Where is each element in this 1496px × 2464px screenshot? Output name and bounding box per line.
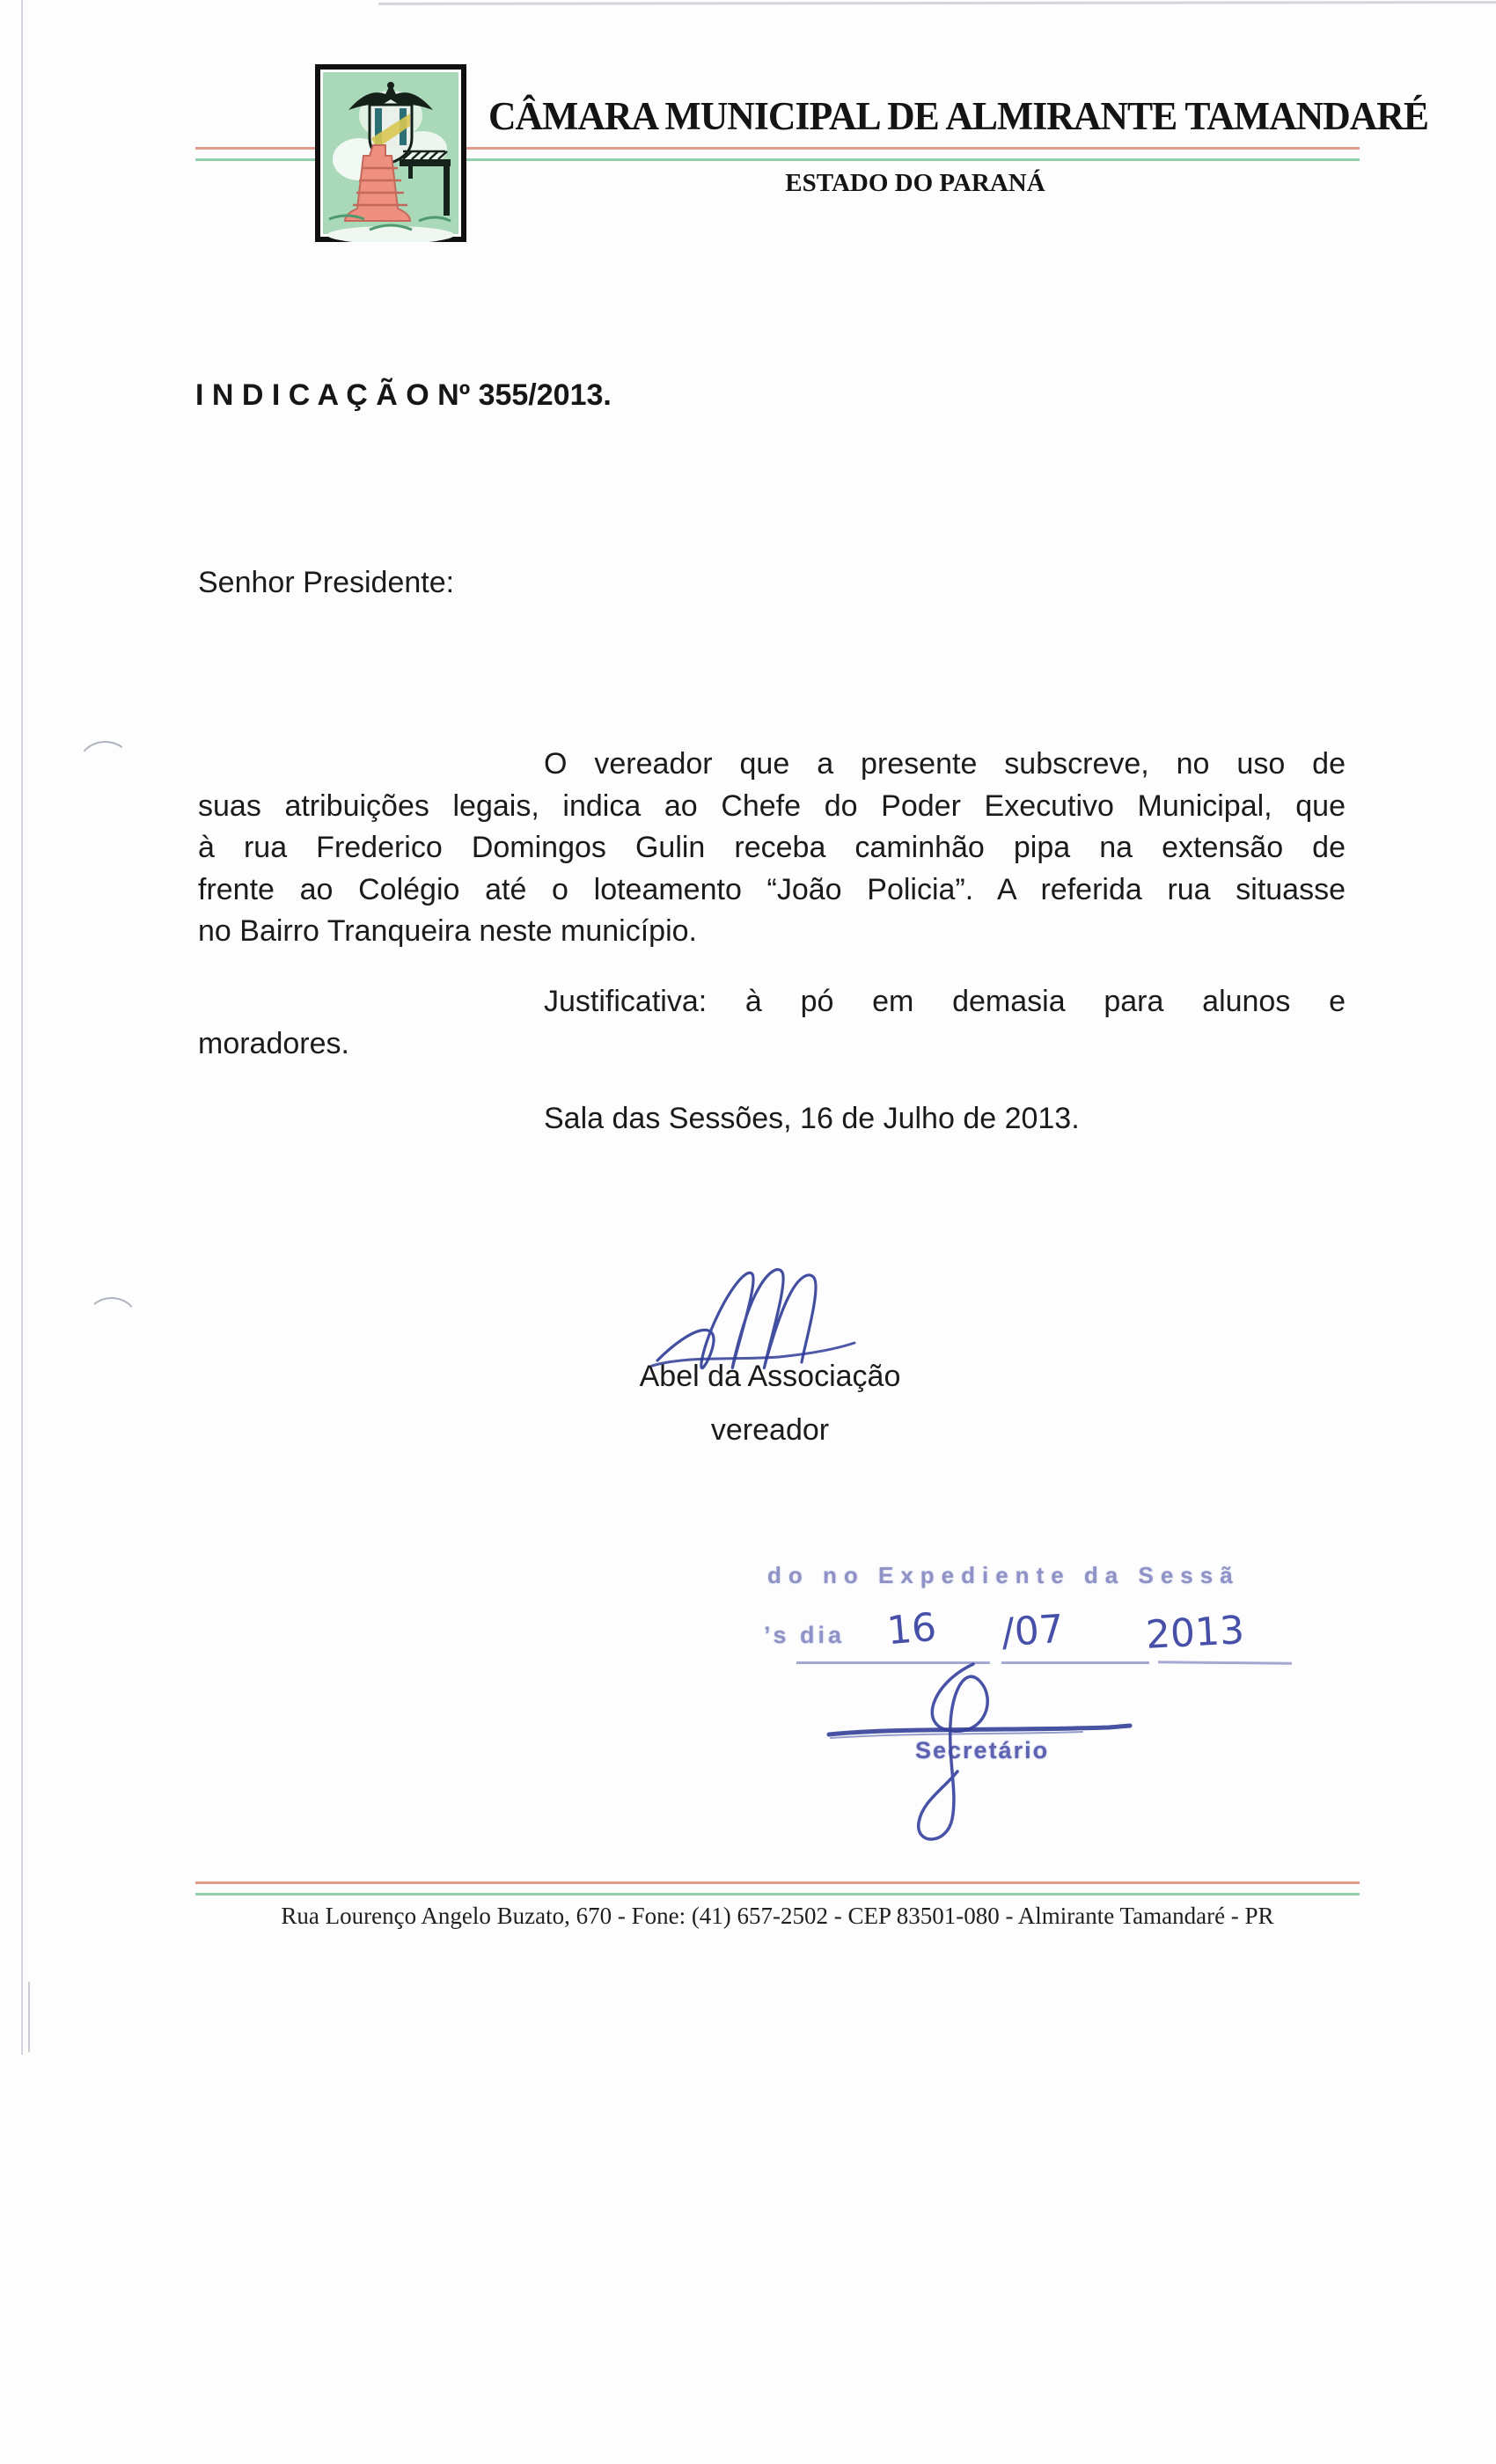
paragraph-line: frente ao Colégio até o loteamento “João Policia”. A referida rua situasse <box>198 872 1346 906</box>
salutation: Senhor Presidente: <box>198 566 455 599</box>
stamp-blank-line <box>1158 1661 1292 1665</box>
stamp-day-label: ’s dia <box>764 1622 846 1648</box>
scan-edge-left <box>21 0 23 2055</box>
councilman-signature-ink <box>647 1257 884 1402</box>
org-name: CÂMARA MUNICIPAL DE ALMIRANTE TAMANDARÉ <box>488 94 1429 138</box>
paragraph-line: Justificativa: à pó em demasia para alunos e <box>544 985 1346 1018</box>
paragraph-line: O vereador que a presente subscreve, no uso de <box>544 747 1346 781</box>
footer-address: Rua Lourenço Angelo Buzato, 670 - Fone: (41) 657-2502 - CEP 83501-080 - Almirante Tamandaré - PR <box>281 1903 1274 1929</box>
paragraph-line: suas atribuições legais, indica ao Chefe do Poder Executivo Municipal, que <box>198 788 1346 823</box>
signer-name: Abel da Associação <box>639 1360 901 1393</box>
session-dateline: Sala das Sessões, 16 de Julho de 2013. <box>544 1102 1080 1135</box>
paragraph-line: à rua Frederico Domingos Gulin receba caminhão pipa na extensão de <box>198 831 1346 864</box>
paragraph-line: moradores. <box>198 1027 349 1060</box>
footer-rule-green <box>195 1893 1360 1896</box>
handwritten-day: 16 <box>884 1604 939 1654</box>
stamp-blank-line <box>1001 1661 1149 1664</box>
paragraph-line: no Bairro Tranqueira neste município. <box>198 914 697 948</box>
handwritten-month: /07 <box>1000 1606 1066 1656</box>
signer-role: vereador <box>710 1413 830 1447</box>
scan-artifact-arc <box>83 1295 141 1351</box>
secretary-stamp-label: Secretário <box>915 1737 1050 1764</box>
scan-edge-left-bottom <box>28 1982 30 2052</box>
municipal-crest-icon <box>315 64 466 242</box>
scan-artifact-arc <box>75 738 135 793</box>
stamp-blank-line <box>796 1661 990 1664</box>
handwritten-year: 2013 <box>1144 1608 1246 1658</box>
stamp-expediente-text: do no Expediente da Sessã <box>767 1562 1240 1588</box>
scan-edge-top <box>378 1 1496 5</box>
footer-rule-red <box>195 1881 1360 1884</box>
state-line: ESTADO DO PARANÁ <box>785 169 1045 197</box>
document-title: I N D I C A Ç Ã O Nº 355/2013. <box>195 378 612 412</box>
body-paragraph-2 <box>198 980 1346 1065</box>
body-paragraph-1 <box>198 744 1346 953</box>
